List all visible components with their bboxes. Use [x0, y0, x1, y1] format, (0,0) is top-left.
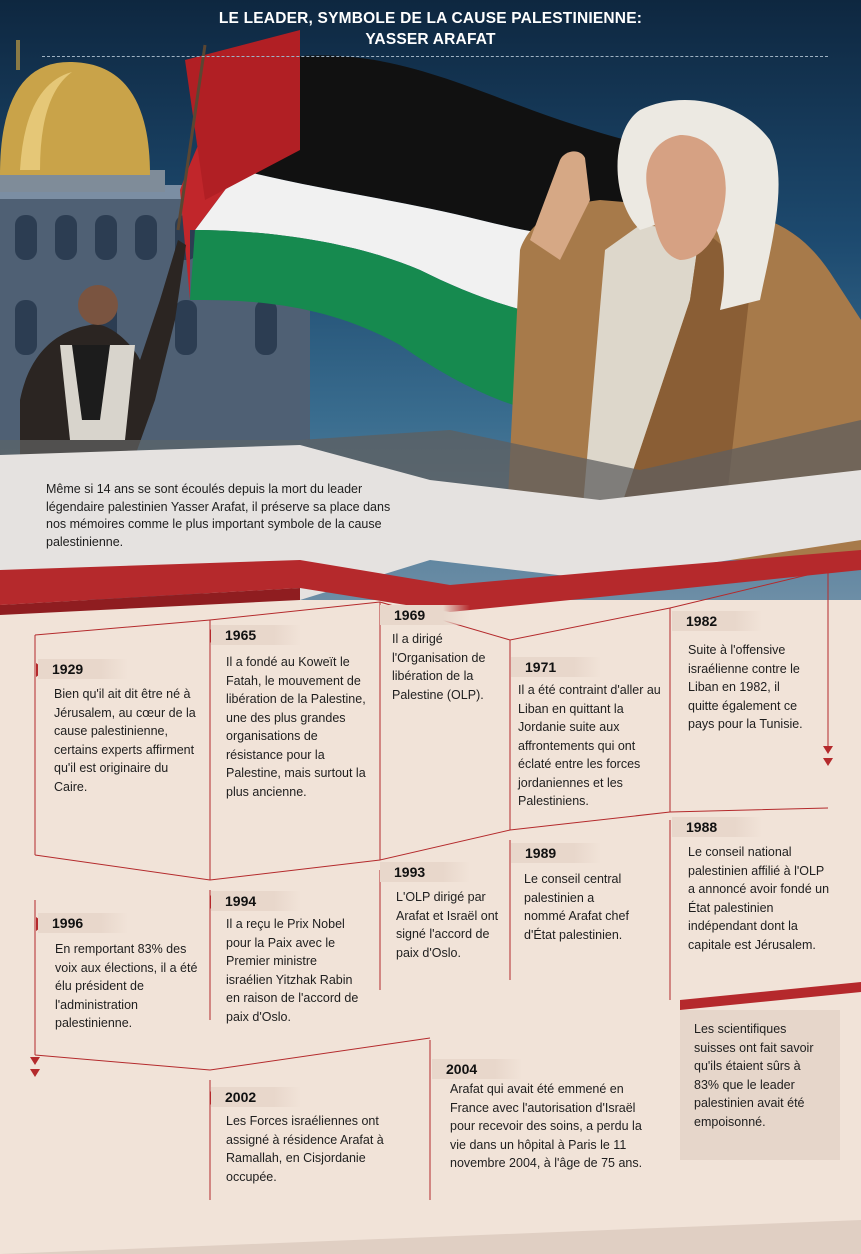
title-line-1: LE LEADER, SYMBOLE DE LA CAUSE PALESTINIENNE: — [218, 10, 643, 27]
year-1996: 1996 — [38, 913, 128, 933]
year-2004: 2004 — [432, 1059, 522, 1079]
year-1929: 1929 — [38, 659, 128, 679]
final-note-text: Les scientifiques suisses ont fait savoir qu'ils étaient sûrs à 83% que le leader palestinien avait été empoisonné. — [694, 1022, 814, 1129]
text-1994: Il a reçu le Prix Nobel pour la Paix avec le Premier ministre israélien Yitzhak Rabin en raison de l'accord de paix d'Oslo. — [226, 917, 359, 1024]
year-2002: 2002 — [211, 1087, 301, 1107]
text-1989: Le conseil central palestinien a nommé Arafat chef d'État palestinien. — [524, 872, 629, 942]
page-title — [0, 8, 861, 50]
title-divider — [42, 56, 828, 57]
year-1965: 1965 — [211, 625, 301, 645]
text-1929: Bien qu'il ait dit être né à Jérusalem, au cœur de la cause palestinienne, certains experts affirment qu'il est originaire du Caire. — [54, 687, 196, 794]
year-1989: 1989 — [511, 843, 601, 863]
year-1993: 1993 — [380, 862, 470, 882]
text-1982: Suite à l'offensive israélienne contre le Liban en 1982, il quitte également ce pays pour la Tunisie. — [688, 643, 803, 731]
year-1971: 1971 — [511, 657, 601, 677]
text-1996: En remportant 83% des voix aux élections, il a été élu président de l'administration palestinienne. — [55, 942, 198, 1030]
year-1969: 1969 — [380, 605, 470, 625]
text-1971: Il a été contraint d'aller au Liban en quittant la Jordanie suite aux affrontements qui ont éclaté entre les forces jordaniennes et les Palestiniens. — [518, 683, 661, 808]
text-1993: L'OLP dirigé par Arafat et Israël ont signé l'accord de paix d'Oslo. — [396, 890, 499, 960]
year-1982: 1982 — [672, 611, 762, 631]
text-2002: Les Forces israéliennes ont assigné à résidence Arafat à Ramallah, en Cisjordanie occupée. — [226, 1114, 384, 1184]
year-1994: 1994 — [211, 891, 301, 911]
title-line-2: YASSER ARAFAT — [365, 31, 496, 48]
text-1969: Il a dirigé l'Organisation de libération de la Palestine (OLP). — [392, 632, 486, 702]
text-1988: Le conseil national palestinien affilié à l'OLP a annoncé avoir fondé un État palestinien indépendant dont la capitale est Jérusalem. — [688, 845, 830, 952]
intro-paragraph: Même si 14 ans se sont écoulés depuis la mort du leader légendaire palestinien Yasser Arafat, il préserve sa place dans nos mémoires comme le plus important symbole de la cause palestinienne. — [46, 482, 391, 549]
text-2004: Arafat qui avait été emmené en France avec l'autorisation d'Israël pour recevoir des soins, a perdu la vie dans un hôpital à Paris le 11 novembre 2004, à l'âge de 75 ans. — [450, 1082, 643, 1170]
year-1988: 1988 — [672, 817, 762, 837]
text-1965: Il a fondé au Koweït le Fatah, le mouvement de libération de la Palestine, une des plus grandes organisations de résistance pour la Palestine, mais surtout la plus ancienne. — [226, 655, 366, 799]
